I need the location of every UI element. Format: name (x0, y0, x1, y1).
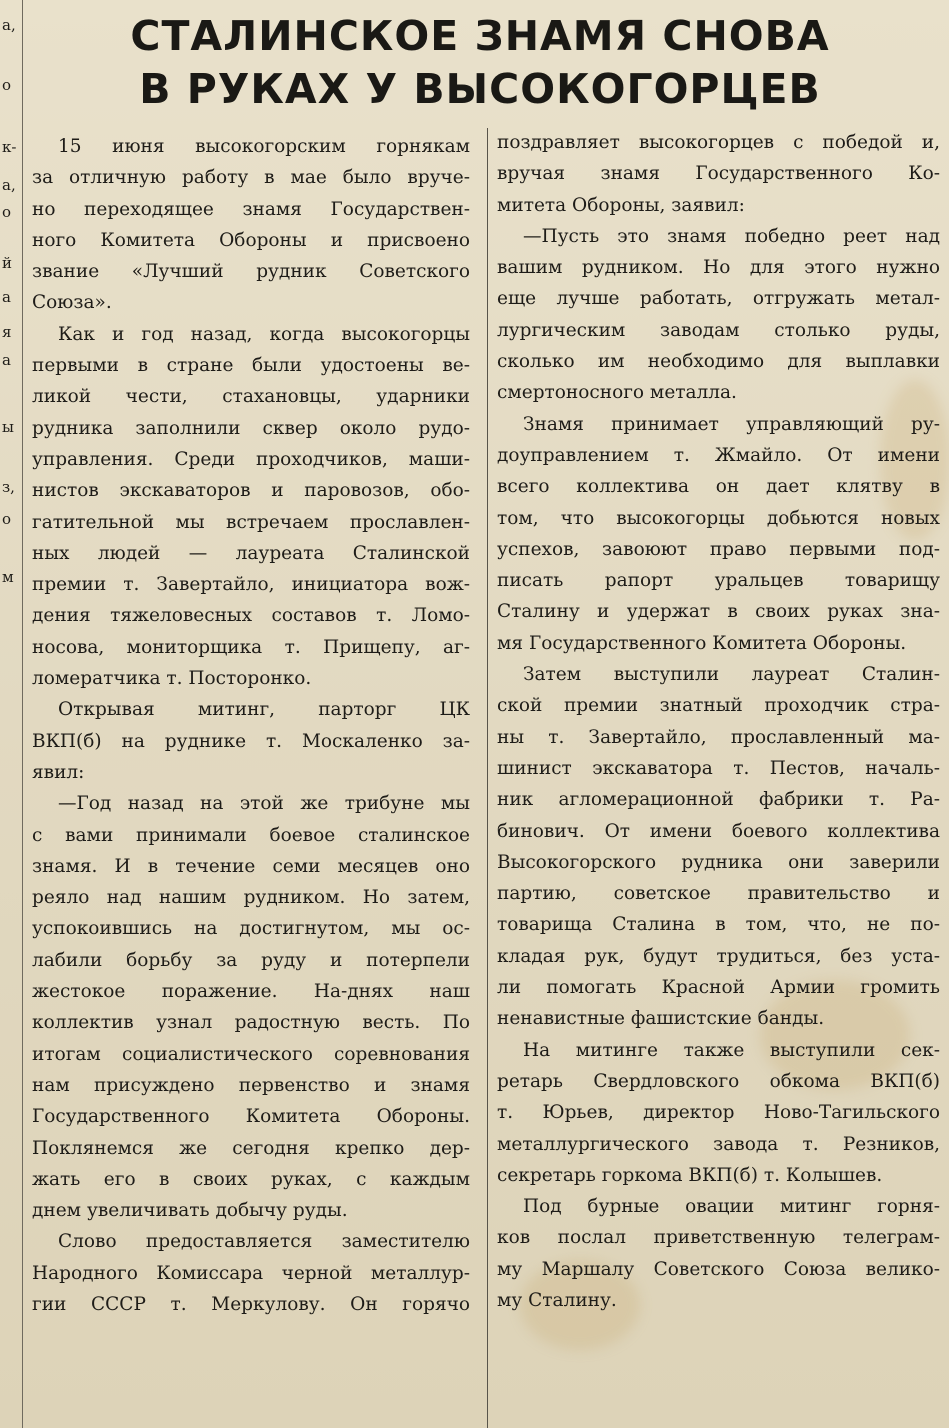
text-line: но переходящее знамя Государствен- (32, 198, 470, 220)
text-line: му Сталину. (497, 1289, 617, 1311)
article-right-column (497, 127, 940, 1316)
margin-fragment: а (2, 351, 11, 369)
text-line: ных людей — лауреата Сталинской (32, 542, 470, 564)
text-line: жать его в своих руках, с каждым (32, 1168, 470, 1190)
text-line: смертоносного металла. (497, 382, 737, 404)
column-divider (487, 128, 488, 1428)
text-line: мя Государственного Комитета Обороны. (497, 632, 907, 654)
text-line: ли помогать Красной Армии громить (497, 977, 940, 999)
text-line: звание «Лучший рудник Советского (32, 261, 470, 283)
text-line: Затем выступили лауреат Сталин- (523, 664, 940, 686)
text-line: Сталину и удержат в своих руках зна- (497, 601, 940, 623)
text-line: лургическим заводам столько руды, (497, 319, 940, 341)
margin-fragment: о (2, 76, 12, 94)
text-line: успокоившись на достигнутом, мы ос- (32, 918, 470, 940)
text-line: ской премии знатный проходчик стра- (497, 695, 940, 717)
text-line: за отличную работу в мае было вруче- (32, 167, 470, 189)
text-line: вручая знамя Государственного Ко- (497, 163, 940, 185)
text-line: доуправлением т. Жмайло. От имени (497, 444, 940, 466)
text-line: дения тяжеловесных составов т. Ломо- (32, 605, 470, 627)
text-line: Слово предоставляется заместителю (58, 1231, 470, 1253)
margin-fragment: я (2, 323, 12, 341)
text-line: Открывая митинг, парторг ЦК (58, 699, 470, 721)
text-line: нистов экскаваторов и паровозов, обо- (32, 480, 470, 502)
text-line: ны т. Завертайло, прославленный ма- (497, 726, 940, 748)
article-left-column (32, 131, 470, 1320)
text-line: 15 июня высокогорским горнякам (58, 136, 470, 157)
text-line: поздравляет высокогорцев с победой и, (497, 132, 940, 153)
text-line: носова, мониторщика т. Прищепу, аг- (32, 636, 470, 658)
text-line: —Год назад на этой же трибуне мы (58, 793, 470, 815)
text-line: еще лучше работать, отгружать метал- (497, 288, 940, 310)
text-line: Государственного Комитета Обороны. (32, 1106, 470, 1128)
headline-line: В РУКАХ У ВЫСОКОГОРЦЕВ (139, 65, 821, 113)
text-line: ков послал приветственную телеграм- (497, 1227, 940, 1249)
margin-fragment: о (2, 203, 12, 221)
text-line: днем увеличивать добычу руды. (32, 1200, 348, 1222)
text-line: реяло над нашим рудником. Но затем, (32, 887, 470, 909)
text-line: митета Обороны, заявил: (497, 194, 745, 216)
column-rule (22, 0, 23, 1428)
text-line: бинович. От имени боевого коллектива (497, 820, 940, 842)
text-line: всего коллектива он дает клятву в (497, 476, 940, 498)
text-line: На митинге также выступили сек- (523, 1039, 940, 1061)
margin-fragment: к- (2, 138, 17, 156)
text-line: явил: (32, 761, 85, 783)
text-line: лабили борьбу за руду и потерпели (32, 949, 470, 971)
text-line: нам присуждено первенство и знамя (32, 1074, 470, 1096)
text-line: партию, советское правительство и (497, 883, 940, 905)
text-line: секретарь горкома ВКП(б) т. Колышев. (497, 1164, 883, 1186)
text-line: премии т. Завертайло, инициатора вож- (32, 574, 470, 596)
text-line: товарища Сталина в том, что, не по- (497, 914, 940, 936)
margin-fragment: ы (2, 418, 14, 436)
text-line: кладая рук, будут трудиться, без уста- (497, 945, 940, 967)
text-line: ненавистные фашистские банды. (497, 1008, 825, 1030)
text-line: шинист экскаватора т. Пестов, началь- (497, 757, 940, 779)
text-line: Народного Комиссара черной металлур- (32, 1262, 470, 1284)
margin-fragment: з, (2, 478, 15, 496)
text-line: ликой чести, стахановцы, ударники (32, 386, 470, 408)
text-line: вашим рудником. Но для этого нужно (497, 257, 940, 279)
text-line: Знамя принимает управляющий ру- (523, 413, 940, 435)
text-line: Высокогорского рудника они заверили (497, 851, 940, 873)
text-line: гии СССР т. Меркулову. Он горячо (32, 1293, 470, 1315)
text-line: ломератчика т. Посторонко. (32, 668, 312, 690)
text-line: му Маршалу Советского Союза велико- (497, 1258, 940, 1280)
text-line: итогам социалистического соревнования (32, 1043, 470, 1065)
text-line: коллектив узнал радостную весть. По (32, 1012, 470, 1034)
margin-fragment: м (2, 568, 14, 586)
headline-line: СТАЛИНСКОЕ ЗНАМЯ СНОВА (130, 12, 830, 60)
text-line: с вами принимали боевое сталинское (32, 824, 470, 846)
text-line: ретарь Свердловского обкома ВКП(б) (497, 1070, 940, 1092)
margin-fragment: й (2, 254, 12, 272)
text-line: Под бурные овации митинг горня- (523, 1196, 940, 1218)
text-line: Как и год назад, когда высокогорцы (58, 323, 470, 345)
text-line: жестокое поражение. На-днях наш (32, 981, 470, 1003)
text-line: гатительной мы встречаем прославлен- (32, 511, 470, 533)
text-line: первыми в стране были удостоены ве- (32, 355, 470, 377)
text-line: ВКП(б) на руднике т. Москаленко за- (32, 730, 470, 752)
text-line: —Пусть это знамя победно реет над (523, 225, 940, 247)
text-line: сколько им необходимо для выплавки (497, 351, 940, 373)
previous-column-fragment (0, 0, 20, 1428)
margin-fragment: а, (2, 16, 16, 34)
text-line: ник агломерационной фабрики т. Ра- (497, 789, 940, 811)
text-line: т. Юрьев, директор Ново-Тагильского (497, 1102, 940, 1124)
margin-fragment: а (2, 288, 11, 306)
text-line: успехов, завоюют право первыми под- (497, 538, 940, 560)
text-line: управления. Среди проходчиков, маши- (32, 448, 470, 470)
margin-fragment: о (2, 510, 12, 528)
text-line: ного Комитета Обороны и присвоено (32, 229, 470, 251)
text-line: Союза». (32, 292, 112, 314)
article-headline (40, 10, 920, 116)
text-line: знамя. И в течение семи месяцев оно (32, 855, 470, 877)
text-line: том, что высокогорцы добьются новых (497, 507, 940, 529)
text-line: писать рапорт уральцев товарищу (497, 570, 940, 592)
text-line: Поклянемся же сегодня крепко дер- (32, 1137, 470, 1159)
text-line: рудника заполнили сквер около рудо- (32, 417, 470, 439)
text-line: металлургического завода т. Резников, (497, 1133, 940, 1155)
margin-fragment: а, (2, 176, 16, 194)
